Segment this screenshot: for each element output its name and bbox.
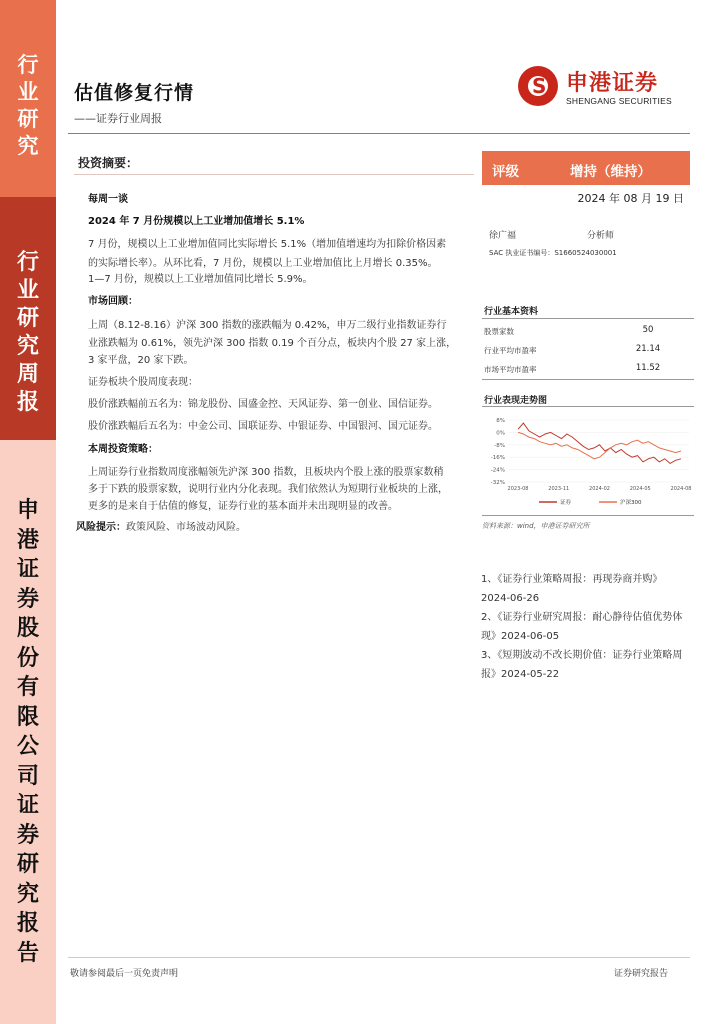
basics-label-stock-count: 股票家数 xyxy=(484,327,514,336)
chart-y-tick-label: -24% xyxy=(490,467,505,474)
sidebar-block3-char: 告 xyxy=(16,940,39,966)
weekly-title: 每周一谈 xyxy=(88,194,128,205)
chart-y-tick-label: -32% xyxy=(490,480,505,486)
weekly-body-line-2: 的实际增长率）。从环比看，7 月份，规模以上工业增加值比上月增长 0.35%。 xyxy=(88,258,438,269)
related-report-item[interactable]: 2、《证券行业研究周报：耐心静待估值优势体现》2024-06-05 xyxy=(481,612,683,642)
sidebar-block-company-report xyxy=(0,440,56,1024)
sidebar-block-industry-research xyxy=(0,0,56,197)
chart-y-tick-label: -8% xyxy=(494,442,505,449)
trend-divider xyxy=(482,406,694,407)
sidebar-block3-char: 报 xyxy=(16,911,39,936)
summary-heading: 投资摘要： xyxy=(78,156,139,170)
sidebar-block3-char: 证 xyxy=(16,793,39,818)
summary-divider xyxy=(74,174,474,175)
sidebar-block2-char: 业 xyxy=(16,278,39,303)
sidebar-block3-char: 究 xyxy=(16,881,39,907)
strategy-title: 本周投资策略： xyxy=(88,444,158,455)
basics-bottom-divider xyxy=(482,379,694,380)
page-title: 估值修复行情 xyxy=(74,82,195,104)
risk-title: 风险提示： xyxy=(76,522,126,533)
footer-disclaimer: 敬请参阅最后一页免责声明 xyxy=(70,969,179,979)
stocks-intro: 证券板块个股周度表现： xyxy=(88,377,198,388)
chart-bottom-divider xyxy=(482,515,694,516)
market-body-line-3: 3 家平盘，20 家下跌。 xyxy=(88,355,194,366)
logo-name-cn: 申港证券 xyxy=(566,71,659,96)
basics-value-market-pe: 11.52 xyxy=(635,363,661,373)
sidebar-block3-char: 港 xyxy=(16,527,39,553)
chart-legend-label: 证券 xyxy=(560,500,572,506)
sidebar-block2-char: 周 xyxy=(16,362,39,387)
chart-x-tick-label: 2024-02 xyxy=(589,486,610,492)
basics-value-stock-count: 50 xyxy=(642,325,654,335)
sidebar-block3-char: 申 xyxy=(16,498,39,523)
chart-x-tick-label: 2024-05 xyxy=(629,486,651,492)
chart-series-line xyxy=(518,432,681,458)
chart-y-tick-label: 0% xyxy=(496,430,505,437)
bottom-five-stocks: 股价涨跌幅后五名为：中金公司、国联证券、中银证券、中国银河、国元证券。 xyxy=(88,421,438,432)
sidebar-block3-char: 证 xyxy=(16,557,39,582)
footer-report-type: 证券研究报告 xyxy=(614,969,669,979)
sidebar-block1-char: 业 xyxy=(17,80,39,104)
chart-x-tick-label: 2023-08 xyxy=(507,486,529,492)
basics-divider xyxy=(482,318,694,319)
basics-label-market-pe: 市场平均市盈率 xyxy=(484,365,537,374)
sidebar-block3-char: 公 xyxy=(16,734,39,759)
logo-name-en: SHENGANG SECURITIES xyxy=(566,96,672,106)
sidebar-block3-char: 司 xyxy=(16,763,39,789)
header-divider xyxy=(68,133,690,134)
basics-value-industry-pe: 21.14 xyxy=(635,344,661,354)
analyst-sac: SAC 执业证书编号：S1660524030001 xyxy=(489,249,617,257)
footer-divider xyxy=(68,957,690,958)
rating-box xyxy=(482,151,690,185)
page-subtitle: ——证券行业周报 xyxy=(74,112,162,125)
sidebar-block1-char: 行 xyxy=(17,53,39,77)
related-report-item[interactable]: 1、《证券行业策略周报：再现券商并购》2024-06-26 xyxy=(481,574,663,604)
sidebar-block3-char: 股 xyxy=(16,616,39,641)
sidebar-block3-char: 限 xyxy=(16,704,39,730)
related-reports xyxy=(481,570,691,684)
chart-y-tick-label: 8% xyxy=(496,418,505,424)
sidebar-block-weekly-report xyxy=(0,197,56,440)
report-date: 2024 年 08 月 19 日 xyxy=(577,192,684,205)
strategy-line-3: 更多的是来自于估值的修复，证券行业的基本面并未出现明显的改善。 xyxy=(88,501,398,512)
chart-legend-label: 沪深300 xyxy=(620,500,642,506)
data-source: 资料来源：wind，申港证券研究所 xyxy=(482,522,590,530)
market-body-line-1: 上周（8.12-8.16）沪深 300 指数的涨跌幅为 0.42%，申万二级行业指数证券行 xyxy=(88,320,447,331)
sidebar-block3-char: 研 xyxy=(16,852,39,877)
sidebar-block2-char: 究 xyxy=(16,334,39,359)
chart-x-tick-label: 2023-11 xyxy=(548,486,570,492)
sidebar xyxy=(0,0,56,1024)
weekly-body-line-3: 1—7 月份，规模以上工业增加值同比增长 5.9%。 xyxy=(88,274,313,285)
company-logo xyxy=(518,66,688,110)
sidebar-block2-char: 报 xyxy=(16,390,39,415)
logo-mark-icon: S xyxy=(518,66,558,106)
top-five-stocks: 股价涨跌幅前五名为：锦龙股份、国盛金控、天风证券、第一创业、国信证券。 xyxy=(88,399,438,410)
weekly-body-line-1: 7 月份，规模以上工业增加值同比实际增长 5.1%（增加值增速均为扣除价格因素 xyxy=(88,239,447,250)
basics-title: 行业基本资料 xyxy=(484,307,539,317)
related-report-item[interactable]: 3、《短期波动不改长期价值：证券行业策略周报》2024-05-22 xyxy=(481,650,683,680)
sidebar-block3-char: 券 xyxy=(16,586,39,612)
analyst-name: 徐广福 xyxy=(489,231,517,241)
risk-body: 政策风险、市场波动风险。 xyxy=(126,522,246,533)
sidebar-block1-char: 研 xyxy=(17,107,39,131)
sidebar-block2-char: 行 xyxy=(16,250,39,275)
weekly-subtitle: 2024 年 7 月份规模以上工业增加值增长 5.1% xyxy=(88,216,305,227)
chart-y-tick-label: -16% xyxy=(490,455,505,462)
market-title: 市场回顾： xyxy=(88,296,138,307)
trend-title: 行业表现走势图 xyxy=(484,396,548,406)
analyst-role: 分析师 xyxy=(587,231,615,241)
market-body-line-2: 业涨跌幅为 0.61%，领先沪深 300 指数 0.19 个百分点，板块内个股 27 家上涨， xyxy=(88,338,457,349)
risk-warning xyxy=(76,518,246,538)
sidebar-block1-char: 究 xyxy=(17,134,39,158)
rating-label: 评级 xyxy=(492,164,519,180)
chart-x-tick-label: 2024-08 xyxy=(670,486,692,492)
industry-trend-chart xyxy=(484,412,694,512)
sidebar-block2-char: 研 xyxy=(16,306,39,331)
rating-value: 增持（维持） xyxy=(570,164,651,180)
strategy-line-1: 上周证券行业指数周度涨幅领先沪深 300 指数，且板块内个股上涨的股票家数稍 xyxy=(88,467,444,478)
sidebar-block3-char: 有 xyxy=(16,675,39,700)
basics-label-industry-pe: 行业平均市盈率 xyxy=(484,346,537,355)
strategy-line-2: 多于下跌的股票家数，说明行业内分化表现。我们依然认为短期行业板块的上涨， xyxy=(88,484,448,495)
sidebar-block3-char: 份 xyxy=(16,645,39,671)
sidebar-block3-char: 券 xyxy=(16,822,39,848)
